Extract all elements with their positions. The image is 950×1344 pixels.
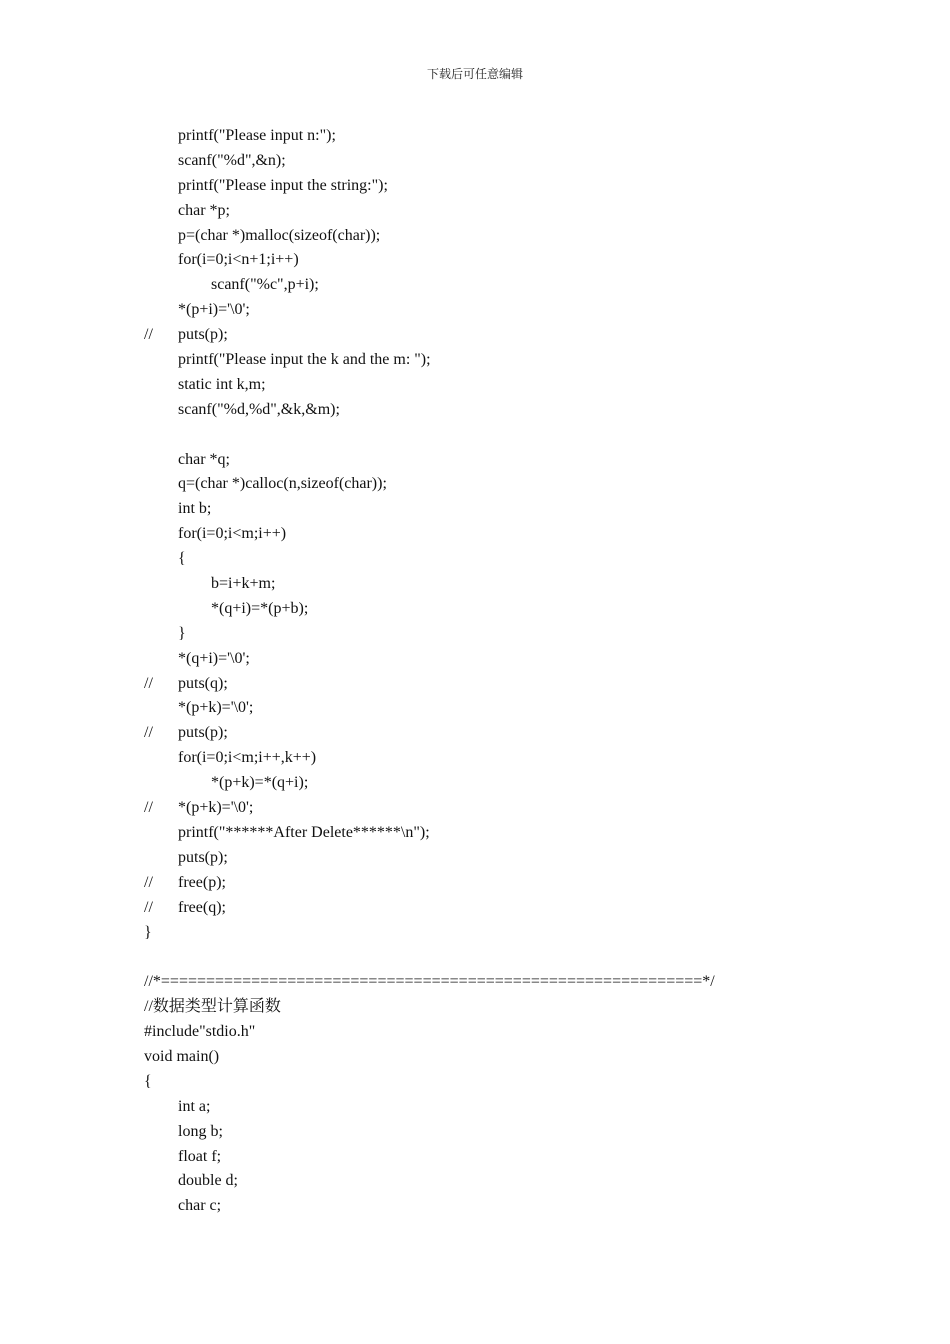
code-line [144, 124, 864, 149]
code-text: printf("Please input n:"); [178, 127, 336, 144]
code-line [144, 423, 864, 448]
code-text: } [144, 923, 152, 941]
code-text: long b; [178, 1122, 223, 1140]
code-text: char *p; [178, 201, 230, 219]
comment-marker: // [144, 724, 153, 742]
code-text: scanf("%d",&n); [178, 151, 286, 169]
code-text: *(q+i)='\0'; [178, 649, 250, 667]
code-line [144, 721, 864, 746]
code-text: b=i+k+m; [211, 575, 276, 593]
code-text: *(q+i)=*(p+b); [211, 599, 309, 617]
comment-marker: // [144, 674, 153, 692]
code-line [144, 995, 864, 1020]
code-line [144, 647, 864, 672]
code-line [144, 298, 864, 323]
code-text: #include"stdio.h" [144, 1023, 256, 1041]
code-text: *(p+k)='\0'; [178, 799, 254, 817]
code-line [144, 199, 864, 224]
code-text: scanf("%d,%d",&k,&m); [178, 400, 340, 418]
code-text: q=(char *)calloc(n,sizeof(char)); [178, 475, 387, 493]
code-text: puts(p); [178, 326, 228, 344]
code-text: puts(p); [178, 848, 228, 866]
code-text: printf("Please input the string:"); [178, 176, 388, 194]
code-line [144, 224, 864, 249]
code-line [144, 1194, 864, 1219]
code-line [144, 1020, 864, 1045]
code-line [144, 821, 864, 846]
code-text: scanf("%c",p+i); [211, 276, 319, 294]
code-text: printf("******After Delete******\n"); [178, 823, 430, 841]
code-text: puts(p); [178, 724, 228, 742]
code-line [144, 970, 864, 995]
code-line [144, 622, 864, 647]
code-line [144, 846, 864, 871]
code-text: int a; [178, 1097, 211, 1115]
code-text: { [144, 1072, 152, 1090]
code-text: //*============================================================*/ [144, 973, 715, 991]
code-line [144, 348, 864, 373]
code-text: { [178, 550, 186, 568]
code-text: } [178, 624, 186, 642]
code-line [144, 945, 864, 970]
code-text: p=(char *)malloc(sizeof(char)); [178, 226, 381, 244]
code-text: int b; [178, 500, 212, 518]
code-text: static int k,m; [178, 375, 266, 393]
code-line [144, 921, 864, 946]
code-text: //数据类型计算函数 [144, 998, 281, 1016]
code-line [144, 771, 864, 796]
code-line [144, 273, 864, 298]
code-line [144, 323, 864, 348]
code-text: *(p+k)='\0'; [178, 699, 254, 717]
code-line [144, 248, 864, 273]
comment-marker: // [144, 326, 153, 344]
code-line [144, 373, 864, 398]
code-text: puts(q); [178, 674, 228, 692]
code-line [144, 1095, 864, 1120]
code-line [144, 597, 864, 622]
code-text: char c; [178, 1197, 222, 1215]
code-line [144, 1120, 864, 1145]
code-text: free(q); [178, 898, 226, 916]
code-line [144, 398, 864, 423]
comment-marker: // [144, 873, 153, 891]
code-text: char *q; [178, 450, 230, 468]
code-line [144, 522, 864, 547]
code-text: for(i=0;i<n+1;i++) [178, 251, 299, 269]
comment-marker: // [144, 799, 153, 817]
code-line [144, 1145, 864, 1170]
code-line [144, 672, 864, 697]
code-line [144, 896, 864, 921]
code-line [144, 746, 864, 771]
code-line [144, 572, 864, 597]
code-line [144, 1070, 864, 1095]
code-text: free(p); [178, 873, 226, 891]
code-text: void main() [144, 1047, 220, 1065]
code-line [144, 547, 864, 572]
code-text: *(p+k)=*(q+i); [211, 774, 309, 792]
comment-marker: // [144, 898, 153, 916]
code-text: printf("Please input the k and the m: "); [178, 351, 431, 369]
code-listing [144, 124, 864, 1219]
code-text: *(p+i)='\0'; [178, 301, 250, 319]
code-line [144, 149, 864, 174]
code-text: double d; [178, 1172, 238, 1190]
code-line [144, 497, 864, 522]
code-line [144, 871, 864, 896]
code-line [144, 796, 864, 821]
code-line [144, 696, 864, 721]
code-line [144, 1045, 864, 1070]
code-text: for(i=0;i<m;i++) [178, 525, 287, 543]
code-line [144, 472, 864, 497]
code-text: for(i=0;i<m;i++,k++) [178, 749, 317, 767]
code-text: float f; [178, 1147, 222, 1165]
code-line [144, 448, 864, 473]
code-line [144, 1169, 864, 1194]
code-line [144, 174, 864, 199]
page-header: 下载后可任意编辑 [426, 67, 523, 81]
